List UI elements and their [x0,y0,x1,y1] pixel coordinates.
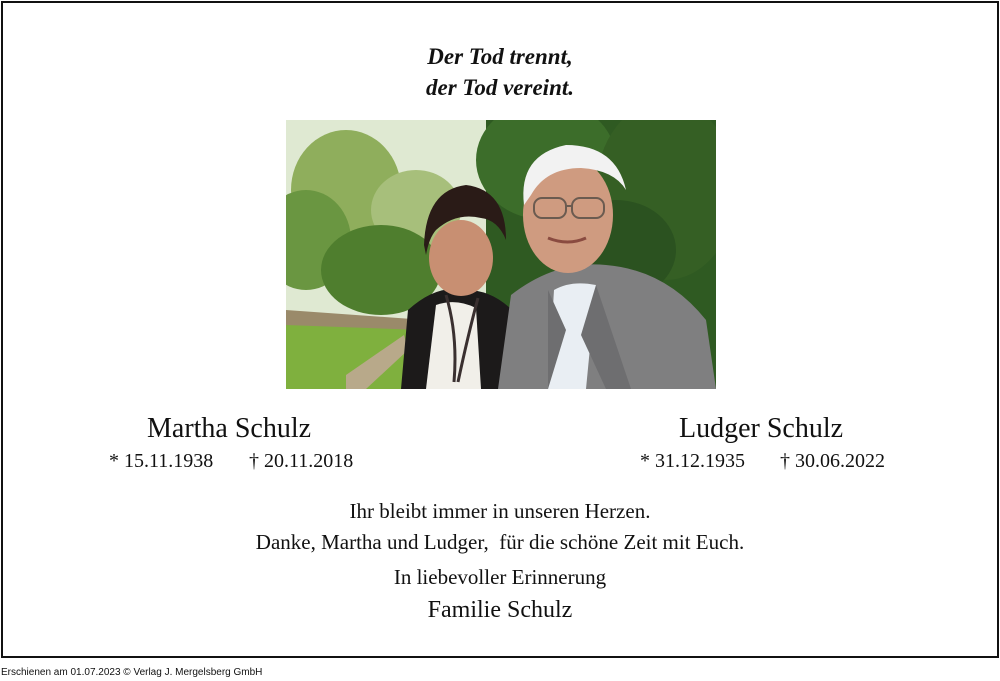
photo-illustration [286,120,716,389]
birth-date-martha: * 15.11.1938 [109,450,214,472]
death-date-ludger: † 30.06.2022 [780,450,885,472]
death-date-martha: † 20.11.2018 [249,450,354,472]
person-name-ludger: Ludger Schulz [679,413,844,444]
obituary-card [1,1,999,658]
message-line-2: Danke, Martha und Ludger, für die schöne Zeit mit Euch. [255,530,745,554]
birth-date-ludger: * 31.12.1935 [640,450,745,472]
motto-line-1: Der Tod trennt, [427,44,573,69]
family-signature: Familie Schulz [427,597,573,623]
publication-footer: Erschienen am 01.07.2023 © Verlag J. Mergelsberg GmbH [1,667,263,678]
couple-photo [286,120,716,389]
message-line-3: In liebevoller Erinnerung [393,565,607,589]
motto-line-2: der Tod vereint. [426,75,574,100]
message-line-1: Ihr bleibt immer in unseren Herzen. [349,499,651,523]
person-name-martha: Martha Schulz [147,413,312,444]
